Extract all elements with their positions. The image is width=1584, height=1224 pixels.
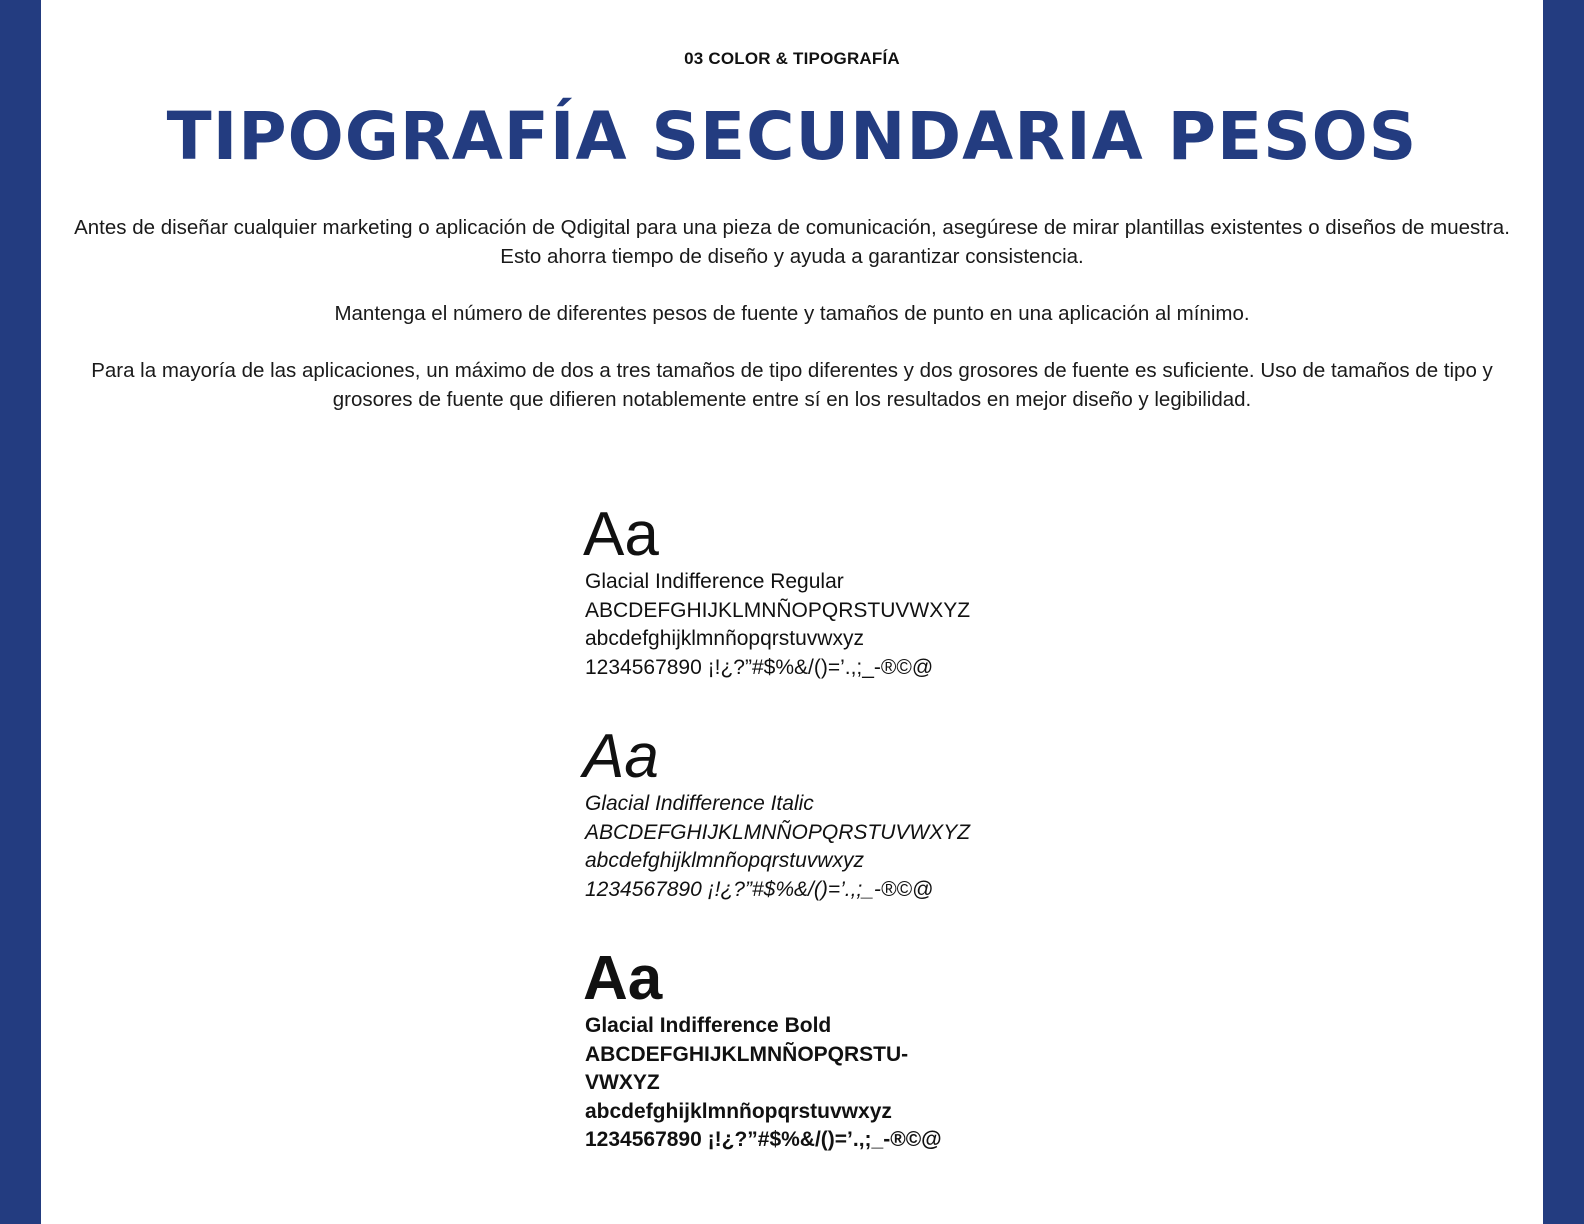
paragraph-templates: Antes de diseñar cualquier marketing o aplicación de Qdigital para una pieza de comunicación, asegúrese de mirar plantillas existentes o diseños de muestra. Esto ahorra tiempo de diseño y ayuda a garantizar consistencia. [74, 216, 1510, 268]
specimen-italic-uppercase: ABCDEFGHIJKLMNÑOPQRSTUVWXYZ [585, 820, 971, 844]
paragraph-minimum-weights: Mantenga el número de diferentes pesos de fuente y tamaños de punto en una aplicación al mínimo. [334, 302, 1250, 325]
specimen-bold-numbers: 1234567890 ¡!¿?”#$%&/()=’.,;_-®©@ [585, 1128, 942, 1151]
specimen-italic-numbers: 1234567890 ¡!¿?”#$%&/()=’.,;_-®©@ [585, 877, 934, 901]
specimen-italic-lowercase: abcdefghijklmnñopqrstuvwxyz [585, 849, 864, 872]
section-label: 03 COLOR & TIPOGRAFÍA [684, 49, 900, 68]
specimen-bold-sample: Aa [583, 944, 663, 1013]
specimen-italic-sample: Aa [583, 722, 659, 791]
left-brand-band [0, 0, 41, 1224]
specimen-italic-name: Glacial Indifference Italic [585, 792, 814, 815]
paragraph-sizes-guidance: Para la mayoría de las aplicaciones, un máximo de dos a tres tamaños de tipo diferentes y dos grosores de fuente es suficiente. Uso de tamaños de tipo y grosores de fuente que difieren notablemente entre sí en los resultados en mejor diseño y legibilidad. [91, 359, 1493, 411]
specimen-regular-uppercase: ABCDEFGHIJKLMNÑOPQRSTUVWXYZ [585, 598, 971, 622]
specimen-bold-name: Glacial Indifference Bold [585, 1014, 832, 1037]
specimen-regular-numbers: 1234567890 ¡!¿?”#$%&/()=’.,;_-®©@ [585, 655, 934, 679]
specimen-bold [585, 944, 1025, 1155]
page-title: TIPOGRAFÍA SECUNDARIA PESOS [166, 98, 1418, 175]
right-brand-band [1543, 0, 1584, 1224]
intro-text [65, 213, 1519, 442]
specimen-regular-sample: Aa [583, 500, 659, 569]
specimen-regular-lowercase: abcdefghijklmnñopqrstuvwxyz [585, 627, 864, 650]
specimen-regular-name: Glacial Indifference Regular [585, 570, 844, 593]
specimen-italic [585, 722, 1025, 904]
specimen-bold-uppercase: ABCDEFGHIJKLMNÑOPQRSTU- VWXYZ [585, 1042, 909, 1094]
specimen-bold-lowercase: abcdefghijklmnñopqrstuvwxyz [585, 1099, 892, 1123]
specimen-regular [585, 500, 1025, 682]
page-content [41, 0, 1543, 1224]
